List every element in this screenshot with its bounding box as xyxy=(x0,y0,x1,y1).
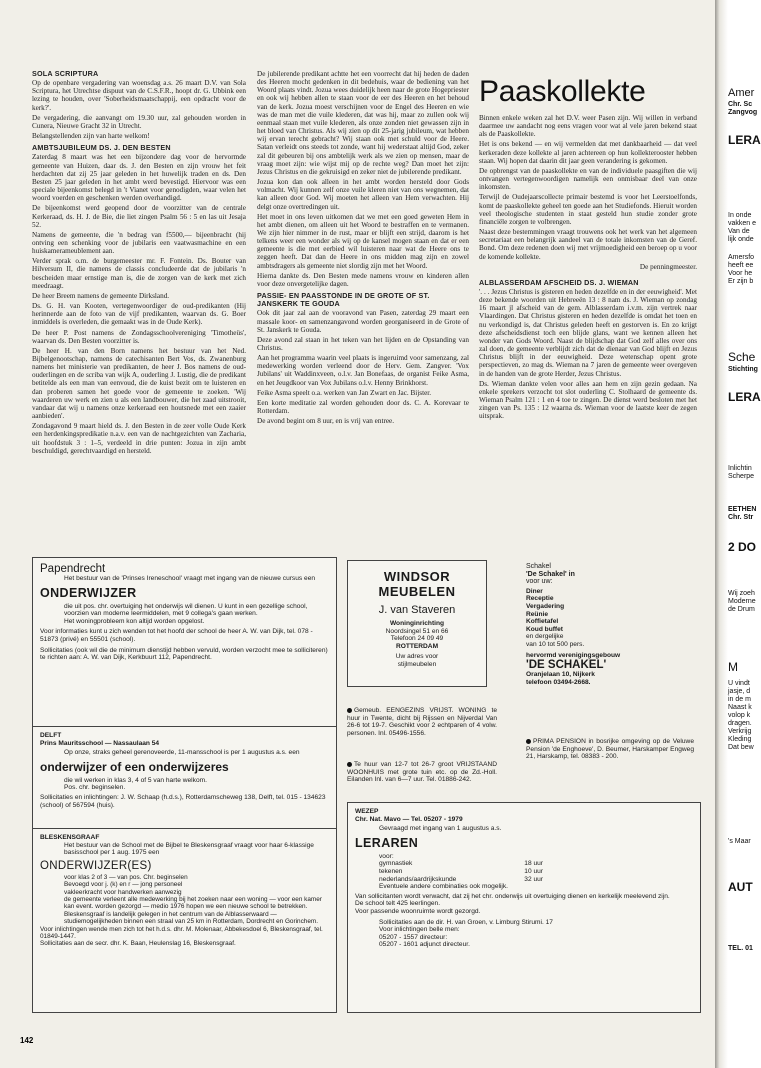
edge-text: TEL. 01 xyxy=(728,945,753,952)
heading-passie-paasstonde: PASSIE- EN PAASSTONDE IN DE GROTE OF ST. JANSKERK TE GOUDA xyxy=(257,291,430,309)
edge-text: AUT xyxy=(728,880,753,894)
paragraph: Zaterdag 8 maart was het een bijzondere dag voor de hervormde gemeente van Huizen, daar ds. J. den Besten en zijn vrouw het feit herdachten dat zij 25 jaar geleden in het huwelijk traden en ds. Den Besten 25 jaar geleden in het ambt werd bevestigd. Hiervoor was een speciale bijeenkomst belegd in 't Vianet voor genodigden, waar velen het woord voerden en geschenken werden overhandigd. xyxy=(32,153,246,203)
paragraph: De jubilerende predikant achtte het een voorrecht dat hij heden de daden des Heeren mocht gedenken in dit bedehuis, waar de bediening van het Woord plaats vindt. Jozua wees duidelijk heen naar de grote Hogepriester en ook wij hebben allen te staan voor de eer des Heeren en het behoud van de kerk. Jozua moest verschijnen voor de Engel des Heeren en wie was de man met die vuile klederen, dat was hij, maar zo zullen ook wij eenmaal staan met vuile klederen, als onze zonden niet gewassen zijn in het bloed van Christus. Als wij zien op dit 25-jarig jubileum, wat hebben wij ervan terecht gebracht? Wij staan ook met schuld voor de Heere. Satan verleidt ons steeds tot zonde, want hij wederstaat altijd God, zeker zal dit gebeuren bij ons ambtelijk werk als we zien op mensen, maar de vraag moet zijn: wie wijst mij op de rechte weg? Dan moet het zijn: Jezus Christus en die gekruisigd en zeker niet de jubilerende predikant. xyxy=(257,70,469,176)
edge-text: Verkrijg xyxy=(728,728,752,735)
ad-text: Oranjelaan 10, Nijkerk xyxy=(526,671,595,679)
edge-text: M xyxy=(728,660,738,674)
ad-text: Sollicitaties aan de dir. H. van Groen, v. Limburg Stirumi. 17 xyxy=(379,918,553,926)
article-column-3 xyxy=(479,76,697,553)
ad-item: Receptie xyxy=(526,595,554,603)
edge-text: vakken e xyxy=(728,220,757,227)
ad-owner: J. van Staveren xyxy=(378,604,456,616)
ad-heading: LERAREN xyxy=(355,835,419,850)
title-paaskollekte: Paaskollekte xyxy=(479,75,646,108)
ad-text: Telefoon 24 09 49 xyxy=(390,635,444,643)
edge-text: Sche xyxy=(728,350,756,364)
paragraph: De heer Breem namens de gemeente Dirksland. xyxy=(32,291,170,300)
ad-item: Koffietafel xyxy=(526,618,559,626)
facing-page-edge xyxy=(728,0,761,1068)
ad-heading: onderwijzer of een onderwijzeres xyxy=(40,759,229,774)
ad-item: Koud buffet xyxy=(526,625,563,633)
paragraph: De bijeenkomst werd geopend door de voorzitter van de centrale Kerkeraad, ds. H. J. de Bie, die liet zingen Psalm 56 : 5 en las uit Jesaja 52. xyxy=(32,204,246,229)
small-ad-3 xyxy=(526,738,694,761)
ad-place: Papendrecht xyxy=(40,563,106,575)
article-column-1 xyxy=(32,70,246,553)
ad-text: stijlmeubelen xyxy=(397,660,437,668)
ad-text: Uw adres voor xyxy=(395,653,439,661)
heading-alblasserdam: ALBLASSERDAM AFSCHEID DS. J. WIEMAN xyxy=(479,277,639,287)
ad-text: Noordsingel 51 en 66 xyxy=(385,627,449,635)
edge-text: heeft ee xyxy=(728,262,754,269)
edge-text: in de m xyxy=(728,696,751,703)
ad-windsor-meubelen xyxy=(347,560,487,687)
edge-text: Inlichtin xyxy=(728,465,752,472)
edge-text: LERA xyxy=(728,390,761,404)
ad-text: Woninginrichting xyxy=(389,620,445,627)
paragraph: Ds. G. H. van Kooten, vertegenwoordiger de oud-predikanten (Hij herinnerde aan de foto van de vijf predikanten, waarvan ds. G. Boer inmiddels is overleden, die gemaakt was in de Oude Kerk). xyxy=(32,302,246,327)
ad-wezep xyxy=(347,802,701,1013)
paragraph: Hierna dankte ds. Den Besten mede namens vrouw en kinderen allen voor deze onvergetelijke dagen. xyxy=(257,271,469,288)
edge-text: Dat bew xyxy=(728,744,754,751)
edge-text: Amer xyxy=(728,87,755,99)
ad-brand: WINDSOR xyxy=(383,569,451,584)
ad-text: 05207 - 1557 directeur: xyxy=(379,933,448,941)
edge-text: U vindt xyxy=(728,680,750,687)
paragraph: Het is ons bekend — en wij vermelden dat met dankbaarheid — dat veel kerkeraden deze kollekte al jaren achtereen op hun kollekterooster hebben staan. Wij hopen dat daarin dit jaar geen verandering is gekomen. xyxy=(479,140,697,165)
paragraph: De avond begint om 8 uur, en is vrij van entree. xyxy=(257,417,395,426)
bullet-icon xyxy=(526,739,531,744)
edge-text: Voor he xyxy=(728,270,753,277)
ad-school: Chr. Nat. Mavo — Tel. 05207 - 1979 xyxy=(355,815,463,823)
paragraph: Belangstellenden zijn van harte welkom! xyxy=(32,132,150,141)
subject-hours: 32 uur xyxy=(524,875,543,883)
ad-text: Schakel xyxy=(526,563,551,570)
ad-heading: ONDERWIJZER xyxy=(40,585,137,600)
ad-intro: Op onze, straks geheel gerenoveerde, 11-mansschool is per 1 augustus a.s. een xyxy=(64,749,300,757)
ad-text: De school telt 425 leerlingen. xyxy=(355,900,441,908)
paragraph: Deze avond zal staan in het teken van het lijden en de Opstanding van Christus. xyxy=(257,335,469,352)
ad-item: Reünie xyxy=(526,610,548,618)
heading-sola-scriptura: SOLA SCRIPTURA xyxy=(32,69,99,78)
ad-place: DELFT xyxy=(40,732,62,739)
heading-ambtsjubileum: AMBTSJUBILEUM DS. J. DEN BESTEN xyxy=(32,143,171,153)
ad-text: PRIMA PENSION in bosrijke omgeving op de Veluwe Pension 'de Enghoeve', D. Beumer, Harskamper Engweg 21, Harskamp, tel. 08383 - 200. xyxy=(526,738,694,761)
ad-text: 'De Schakel' in xyxy=(526,570,575,578)
paragraph: Het moet in ons leven uitkomen dat we met een goed geweten Hem in het ambt dienen, om alleen uit het Woord te bestraffen en te vermanen. We zijn hier nimmer in de rust, maar er blijft een strijd, daarom is het telkens weer een wonder als wij op de kansel mogen staan en dat er een gemeente is die met eerbied wil luisteren naar wat de Heere ons te zeggen heeft. Dat dan de Heere in ons midden mag zijn en zowel ambtsdragers als gemeente niet slordig zijn met het Woord. xyxy=(257,212,469,270)
ad-text: Pos. chr. beginselen. xyxy=(64,784,126,792)
subject-row xyxy=(355,876,693,884)
edge-text: 's Maar xyxy=(728,838,751,845)
subject-row xyxy=(355,860,693,868)
edge-text: EETHEN xyxy=(728,506,757,513)
ad-brand: 'DE SCHAKEL' xyxy=(526,659,607,672)
edge-text: Amersfo xyxy=(728,254,755,261)
edge-text: Scherpe xyxy=(728,473,755,480)
edge-text: 2 DO xyxy=(728,540,757,554)
paragraph: Ook dit jaar zal aan de vooravond van Pasen, zaterdag 29 maart een massale koor- en samenzangavond worden georganiseerd in de Grote of St. Janskerk te Gouda. xyxy=(257,309,469,334)
ad-text: Sollicitaties en inlichtingen: J. W. Schaap (h.d.s.), Rotterdamscheweg 138, Delft, tel. 015 - 134623 (school) of 567594 (huis). xyxy=(40,793,326,809)
paragraph: Jozua kon dan ook alleen in het ambt worden hersteld door Gods volmacht. Wij kunnen zelf onze vuile kleren niet van ons wegnemen, dat kan alleen door God. Wij moeten het alleen van Hem verwachten. Hij delgt onze overtredingen uit. xyxy=(257,178,469,211)
small-ad-2 xyxy=(347,761,497,784)
ad-text: voor klas 2 of 3 — van pos. Chr. beginselen xyxy=(64,873,188,881)
bullet-icon xyxy=(347,708,352,713)
paragraph: Aan het programma waarin veel plaats is ingeruimd voor samenzang, zal medewerking worden verleend door de Herv. Gem. Zangver. 'Vox Jubilans' uit Waddinxveen, o.l.v. Jan Bonefaas, de organist Feike Asma, en het Jeugdkoor van Vox Jubilans o.l.v. Henny Brinkhorst. xyxy=(257,354,469,387)
paragraph: Op de openbare vergadering van woensdag a.s. 26 maart D.V. van Sola Scriptura, het Utrechtse dispuut van de C.S.F.R., hoopt dr. G. Ubbink een lezing te houden, over 'Soberheidsmaatschappij, een opdracht voor de kerk?'. xyxy=(32,79,246,112)
edge-text: Chr. Str xyxy=(728,514,754,521)
paragraph: '. . . Jezus Christus is gisteren en heden dezelfde en in der eeuwigheid'. Met deze bekende woorden uit Hebreeën 13 : 8 nam ds. J. Wieman op zondag 16 maart jl afscheid van de gem. Alblasserdam i.v.m. zijn vertrek naar Vlaardingen. Dat Christus gisteren en heden dezelfde is omdat het toen en nu verkondigd is, dat Christus geleden heeft en gestorven is. En zo krijgt deze afscheidsdienst toch een blijde glans, want we kennen alleen het wonder van Gods Woord. Naast de blijdschap dat God zelf alles over ons zal doen, de gemeente verblijdt zich dat de dienaar van God blijft en Jezus Christus blijft in der eeuwigheid. Deze wetenschap opent grote perspectieven, zo mag ds. Wieman na 7 jaren de gemeente weer overgeven in de handen van de grote Herder, Jezus Christus. xyxy=(479,287,697,378)
paragraph: De heer P. Post namens de Zondagsschoolvereniging 'Timotheüs', waarvan ds. Den Besten voorzitter is. xyxy=(32,328,246,345)
ad-heading: ONDERWIJZER(ES) xyxy=(40,859,152,872)
edge-text: volop k xyxy=(728,712,751,719)
ad-text: Sollicitaties (ook wil die de minimum dienstijd hebben vervuld, worden verzocht mee te solliciteren) te richten aan: A. W. van Dijk, Kerkbuurt 112, Papendrecht. xyxy=(40,646,328,662)
subject-hours: 18 uur xyxy=(524,860,543,868)
edge-text: Naast k xyxy=(728,704,752,711)
ad-intro: Het bestuur van de 'Prinses Ireneschool' vraagt met ingang van de nieuwe cursus een xyxy=(64,575,316,582)
edge-text: LERA xyxy=(728,133,761,147)
paragraph: Namens de gemeente, die 'n bedrag van f5500,— bijeenbracht (hij ontving een schenking voor de jubilaris een vaatwasmachine en een huiskamerameublement aan. xyxy=(32,230,246,256)
subject-hours: 10 uur xyxy=(524,867,543,875)
edge-text: Wij zoeh xyxy=(728,590,755,597)
ad-text: Gemeub. EENGEZINS VRIJST. WONING te huur in Twente, dicht bij Rijssen en Nijverdal Van 26-6 tot 19-7. Geschikt voor 2 echtparen of 4 volw. personen. Inl. 05496-1556. xyxy=(347,707,497,737)
edge-text: jasje, d xyxy=(728,688,751,695)
ad-text: de gemeente verleent alle medewerking bij het zoeken naar een woning — voor een kamer kan event. worden gezorgd — medio 1976 hopen we een nieuwe school te betrekken. xyxy=(64,896,322,911)
ad-intro: Gevraagd met ingang van 1 augustus a.s. xyxy=(379,825,502,833)
ad-text: ROTTERDAM xyxy=(395,642,439,650)
paragraph: De vergadering, die aanvangt om 19.30 uur, zal gehouden worden in Cunera, Nieuwe Gracht 32 in Utrecht. xyxy=(32,113,246,130)
ad-text: voor: xyxy=(379,852,394,860)
ad-text: telefoon 03494-2668. xyxy=(526,678,591,686)
ad-text: Voor inlichtingen wende men zich tot het h.d.s. dhr. M. Molenaar, Abbekesdoel 6, Bleskensgraaf, tel. 01849-1447. xyxy=(40,925,323,941)
ad-text: Voor passende woonruimte wordt gezorgd. xyxy=(355,907,481,915)
ad-delft xyxy=(33,727,336,828)
subject-name: gymnastiek xyxy=(379,860,413,868)
edge-text: Kleding xyxy=(728,736,752,743)
ad-text: voor uw: xyxy=(526,578,553,586)
ad-item: Vergadering xyxy=(526,602,565,610)
small-ad-1 xyxy=(347,707,497,737)
paragraph: Verder sprak o.m. de burgemeester mr. F. Fontein. Ds. Bouter van Hilversum II, die namens de classis concludeerde dat de jubilaris 'n bescheiden maar ernstige man is, die de zorgen van de kerk met zich meedraagt. xyxy=(32,257,246,290)
vacancies-ad-block xyxy=(32,557,337,1013)
subject-name: tekenen xyxy=(379,867,403,875)
paragraph: De opbrengst van de paaskollekte en van de individuele paasgiften die wij ontvangen vertegenwoordigen namelijk een onmisbaar deel van onze inkomsten. xyxy=(479,166,697,192)
edge-text: Van de xyxy=(728,228,750,235)
ad-school: Prins Mauritsschool — Nassaulaan 54 xyxy=(40,739,160,747)
ad-papendrecht xyxy=(33,558,336,726)
ad-text: 05207 - 1601 adjunct directeur. xyxy=(379,941,470,949)
paragraph: Naast deze bestemmingen vraagt trouwens ook het werk van het algemeen secretariaat een belangrijk aandeel van de totale inkomsten van de Geref. Bond. Om deze redenen doen wij met vrijmoedigheid een beroep op u voor de komende kollekte. xyxy=(479,228,697,261)
paragraph: Een korte meditatie zal worden gehouden door ds. C. A. Korevaar te Rotterdam. xyxy=(257,398,469,416)
ad-text: die uit pos. chr. overtuiging het onderwijs wil dienen. U kunt in een gezellige school, voorzien van moderne leermiddelen, met 9 collega's gaan werken. xyxy=(64,602,308,618)
page-number: 142 xyxy=(20,1036,34,1045)
ad-intro: Het bestuur van de School met de Bijbel te Bleskensgraaf vraagt voor haar 6-klassige basisschool per 1 aug. 1975 een xyxy=(64,841,314,857)
ad-item: van 10 tot 500 pers. xyxy=(526,640,585,648)
ad-text: hervormd verenigingsgebouw xyxy=(526,651,621,659)
paragraph: Terwijl de Oudejaarscollecte primair bestemd is voor het Leerstoelfonds, komt de paaskollekte geheel ten goede aan het Studiefonds. Hieruit worden veel theologische studenten in staat gesteld hun studie zonder grote financiële zorgen te volbrengen. xyxy=(479,193,697,226)
signature: De penningmeester. xyxy=(639,262,697,271)
ad-text: Bevoegd voor j. (k) en r — jong personeel xyxy=(64,881,183,889)
page-gutter xyxy=(715,0,728,1068)
ad-brand: MEUBELEN xyxy=(378,584,456,599)
ad-text: Voor informaties kunt u zich wenden tot het hoofd der school de heer A. W. van Dijk, tel. 078 - 51873 (privé) en 55501 (school). xyxy=(40,628,313,643)
bullet-icon xyxy=(347,762,352,767)
edge-text: Er zijn b xyxy=(728,278,754,285)
ad-place: WEZEP xyxy=(355,808,379,815)
ad-text: vakleerkracht voor handwerken aanwezig xyxy=(64,888,182,896)
edge-text: Moderne xyxy=(728,598,756,605)
ad-bleskensgraaf xyxy=(33,829,336,952)
edge-text: lijk onde xyxy=(728,236,754,243)
ad-text: die wil werken in klas 3, 4 of 5 van harte welkom. xyxy=(64,776,207,784)
paragraph: Zondagavond 9 maart hield ds. J. den Besten in de zeer volle Oude Kerk een herdenkingspredikatie n.a.v. een van de nachtgezichten van Zacharia, uit hoofdstuk 3 : 1–5, verdeeld in drie punten: Jozua in zijn ambt beschuldigd, gerechtvaardigd en hersteld. xyxy=(32,422,246,455)
paragraph: Feike Asma speelt o.a. werken van Jan Zwart en Jac. Bijster. xyxy=(257,388,432,397)
ad-place: BLESKENSGRAAF xyxy=(40,834,100,841)
paragraph: Ds. Wieman dankte velen voor alles aan hem en zijn gezin gedaan. Na enkele sprekers verzocht tot slot ouderling C. Stolhaard de gemeente ds. Wieman Psalm 121 : 1 en 4 toe te zingen. De dienst werd besloten met het zingen van Ps. 135 : 12 waarna ds. Wieman voor de laatste keer de zegen uitsprak. xyxy=(479,379,697,421)
edge-text: dragen. xyxy=(728,720,752,727)
ad-text: Te huur van 12-7 tot 26-7 groot VRIJSTAAND WOONHUIS met grote tuin etc. op de Zd.-Holl. Eilanden Inl. van 6—7 uur. Tel. 01886-242. xyxy=(347,761,497,784)
edge-text: In onde xyxy=(728,212,752,219)
edge-text: Zangvog xyxy=(728,109,758,116)
ad-de-schakel xyxy=(526,563,706,691)
subject-name: nederlands/aardrijkskunde xyxy=(379,875,457,883)
ad-text: Sollicitaties aan de secr. dhr. K. Baan, Heulenslag 16, Bleskensgraaf. xyxy=(40,940,236,948)
ad-item: Diner xyxy=(526,587,543,595)
edge-text: Chr. Sc xyxy=(728,101,753,108)
edge-text: Stichting xyxy=(728,366,758,373)
ad-item: en dergelijke xyxy=(526,633,564,641)
subject-row xyxy=(355,868,693,876)
ad-text: Het woningprobleem kon altijd worden opgelost. xyxy=(64,617,205,625)
ad-text: Van sollicitanten wordt verwacht, dat zij het chr. onderwijs uit overtuiging dienen en kerkelijk meelevend zijn. xyxy=(355,892,670,900)
paragraph: Binnen enkele weken zal het D.V. weer Pasen zijn. Wij willen in verband daarmee uw aandacht nog eens vragen voor wat al vele jaren bekend staat als de Paaskollekte. xyxy=(479,114,697,139)
ad-text: Eventuele andere combinaties ook mogelijk. xyxy=(379,883,509,891)
paragraph: De heer H. van den Born namens het bestuur van het Ned. Bijbelgenootschap, namens de catechisanten Bert Vos, ds. Zwanenburg namens het ministerie van predikanten, de heer J. Bos namens de oud-ouderlingen en de scriba van wijk A, ouderling J. Lustig, die de predikant betitelde als een man van eenvoud, die de kuist bezit om te luisteren en dan proberen samen het goede voor de gemeente te zoeken. 'Wij waarderen uw werk en zien u als een landbouwer, die het zaad uitstrooit, vandaar dat wij u namens onze kerkeraad een houtsnede met een zaaier aanbieden'. xyxy=(32,346,246,421)
ad-text: Voor inlichtingen belle men: xyxy=(379,926,460,934)
edge-text: de Drum xyxy=(728,606,755,613)
article-column-2 xyxy=(257,70,469,553)
ad-text: Bleskensgraaf is landelijk gelegen in het centrum van de Alblasserwaard — studiemogelijkheden binnen een straal van 25 km in Rotterdam, Dordrecht en Gorinchem. xyxy=(64,910,318,926)
